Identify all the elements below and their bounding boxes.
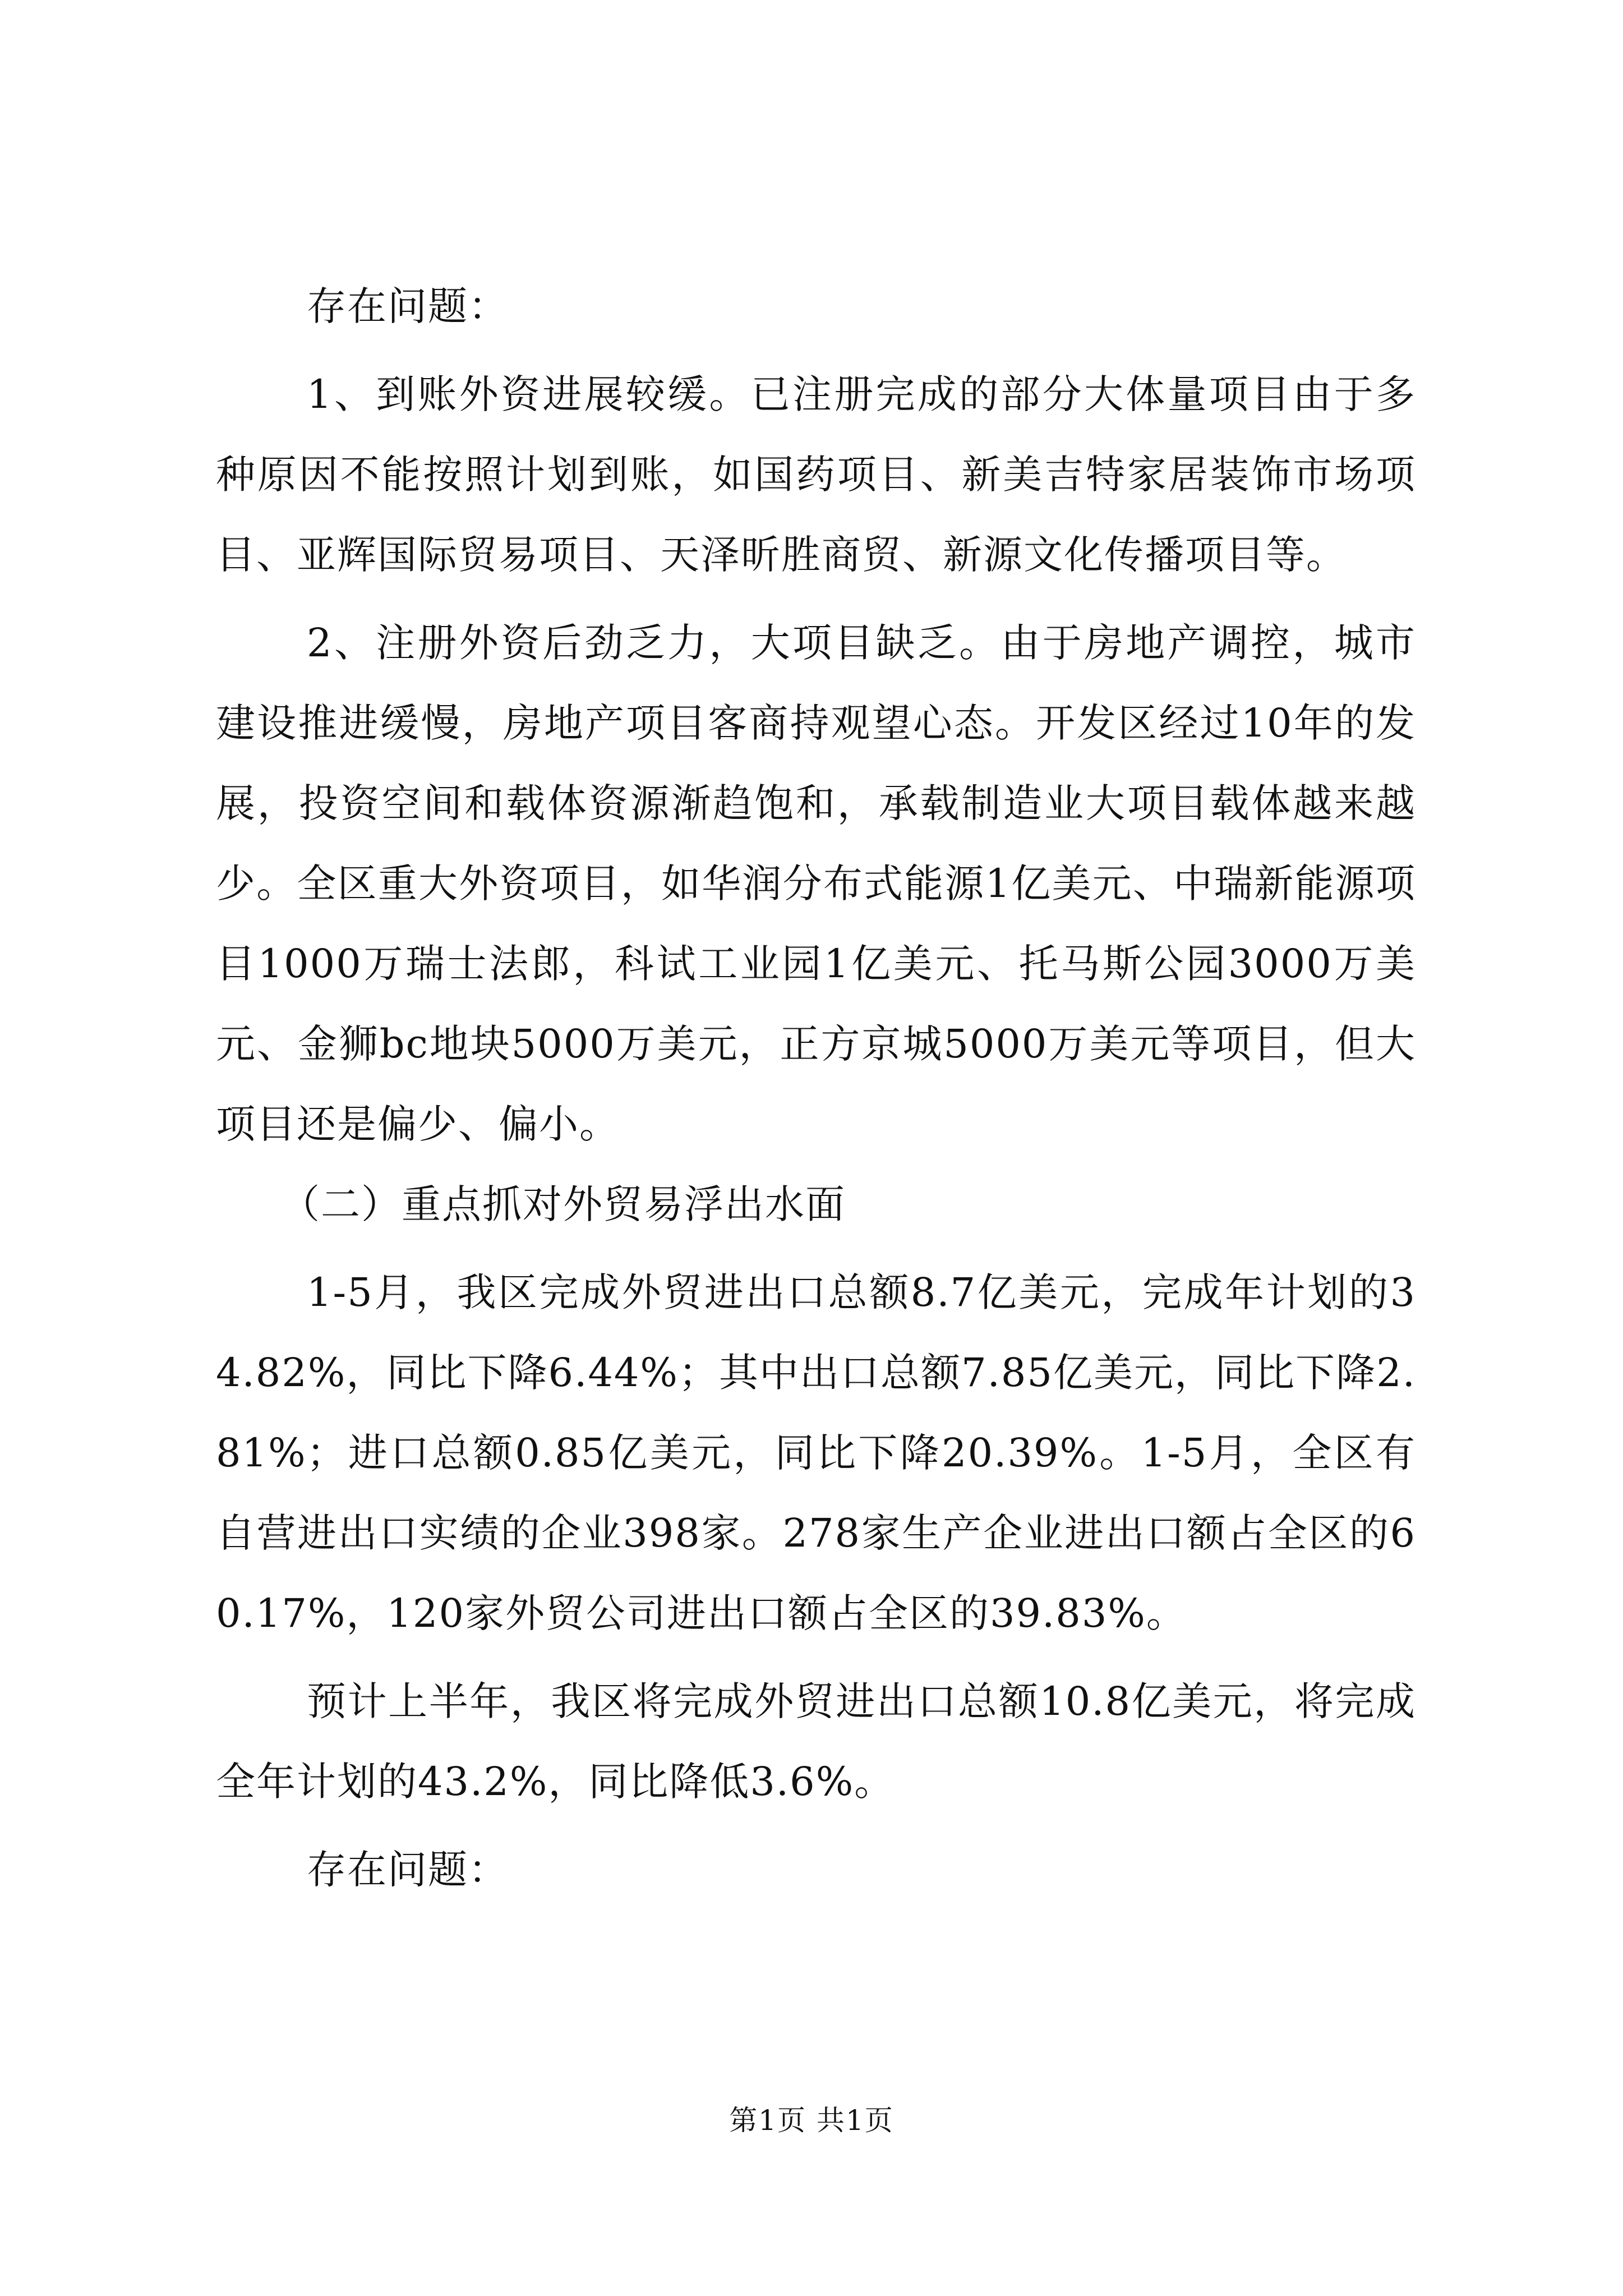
paragraph-issues-heading: 存在问题： [307, 283, 509, 329]
paragraph-issues-heading-2: 存在问题： [307, 1847, 509, 1893]
paragraph-foreign-capital-slow: 1、到账外资进展较缓。已注册完成的部分大体量项目由于多种原因不能按照计划到账，如国药项目、新美吉特家居装饰市场项目、亚辉国际贸易项目、天泽昕胜商贸、新源文化传播项目等。 [216, 371, 1416, 578]
paragraph-registered-capital-weak: 2、注册外资后劲乏力，大项目缺乏。由于房地产调控，城市建设推进缓慢，房地产项目客商持观望心态。开发区经过10年的发展，投资空间和载体资源渐趋饱和，承载制造业大项目载体越来越少。全区重大外资项目，如华润分布式能源1亿美元、中瑞新能源项目1000万瑞士法郎，科试工业园1亿美元、托马斯公园3000万美元、金狮bc地块5000万美元，正方京城5000万美元等项目，但大项目还是偏少、偏小。 [216, 620, 1416, 1147]
page-footer: 第1页 共1页 [729, 2104, 894, 2137]
paragraph-half-year-forecast: 预计上半年，我区将完成外贸进出口总额10.8亿美元，将完成全年计划的43.2%，同比降低3.6%。 [216, 1678, 1416, 1805]
document-body [216, 266, 1416, 1910]
paragraph-trade-statistics: 1-5月，我区完成外贸进出口总额8.7亿美元，完成年计划的34.82%，同比下降6.44%；其中出口总额7.85亿美元，同比下降2.81%；进口总额0.85亿美元，同比下降20.39%。1-5月，全区有自营进出口实绩的企业398家。278家生产企业进出口额占全区的60.17%，120家外贸公司进出口额占全区的39.83%。 [216, 1269, 1416, 1636]
paragraph-section-two-heading: （二）重点抓对外贸易浮出水面 [280, 1181, 846, 1227]
